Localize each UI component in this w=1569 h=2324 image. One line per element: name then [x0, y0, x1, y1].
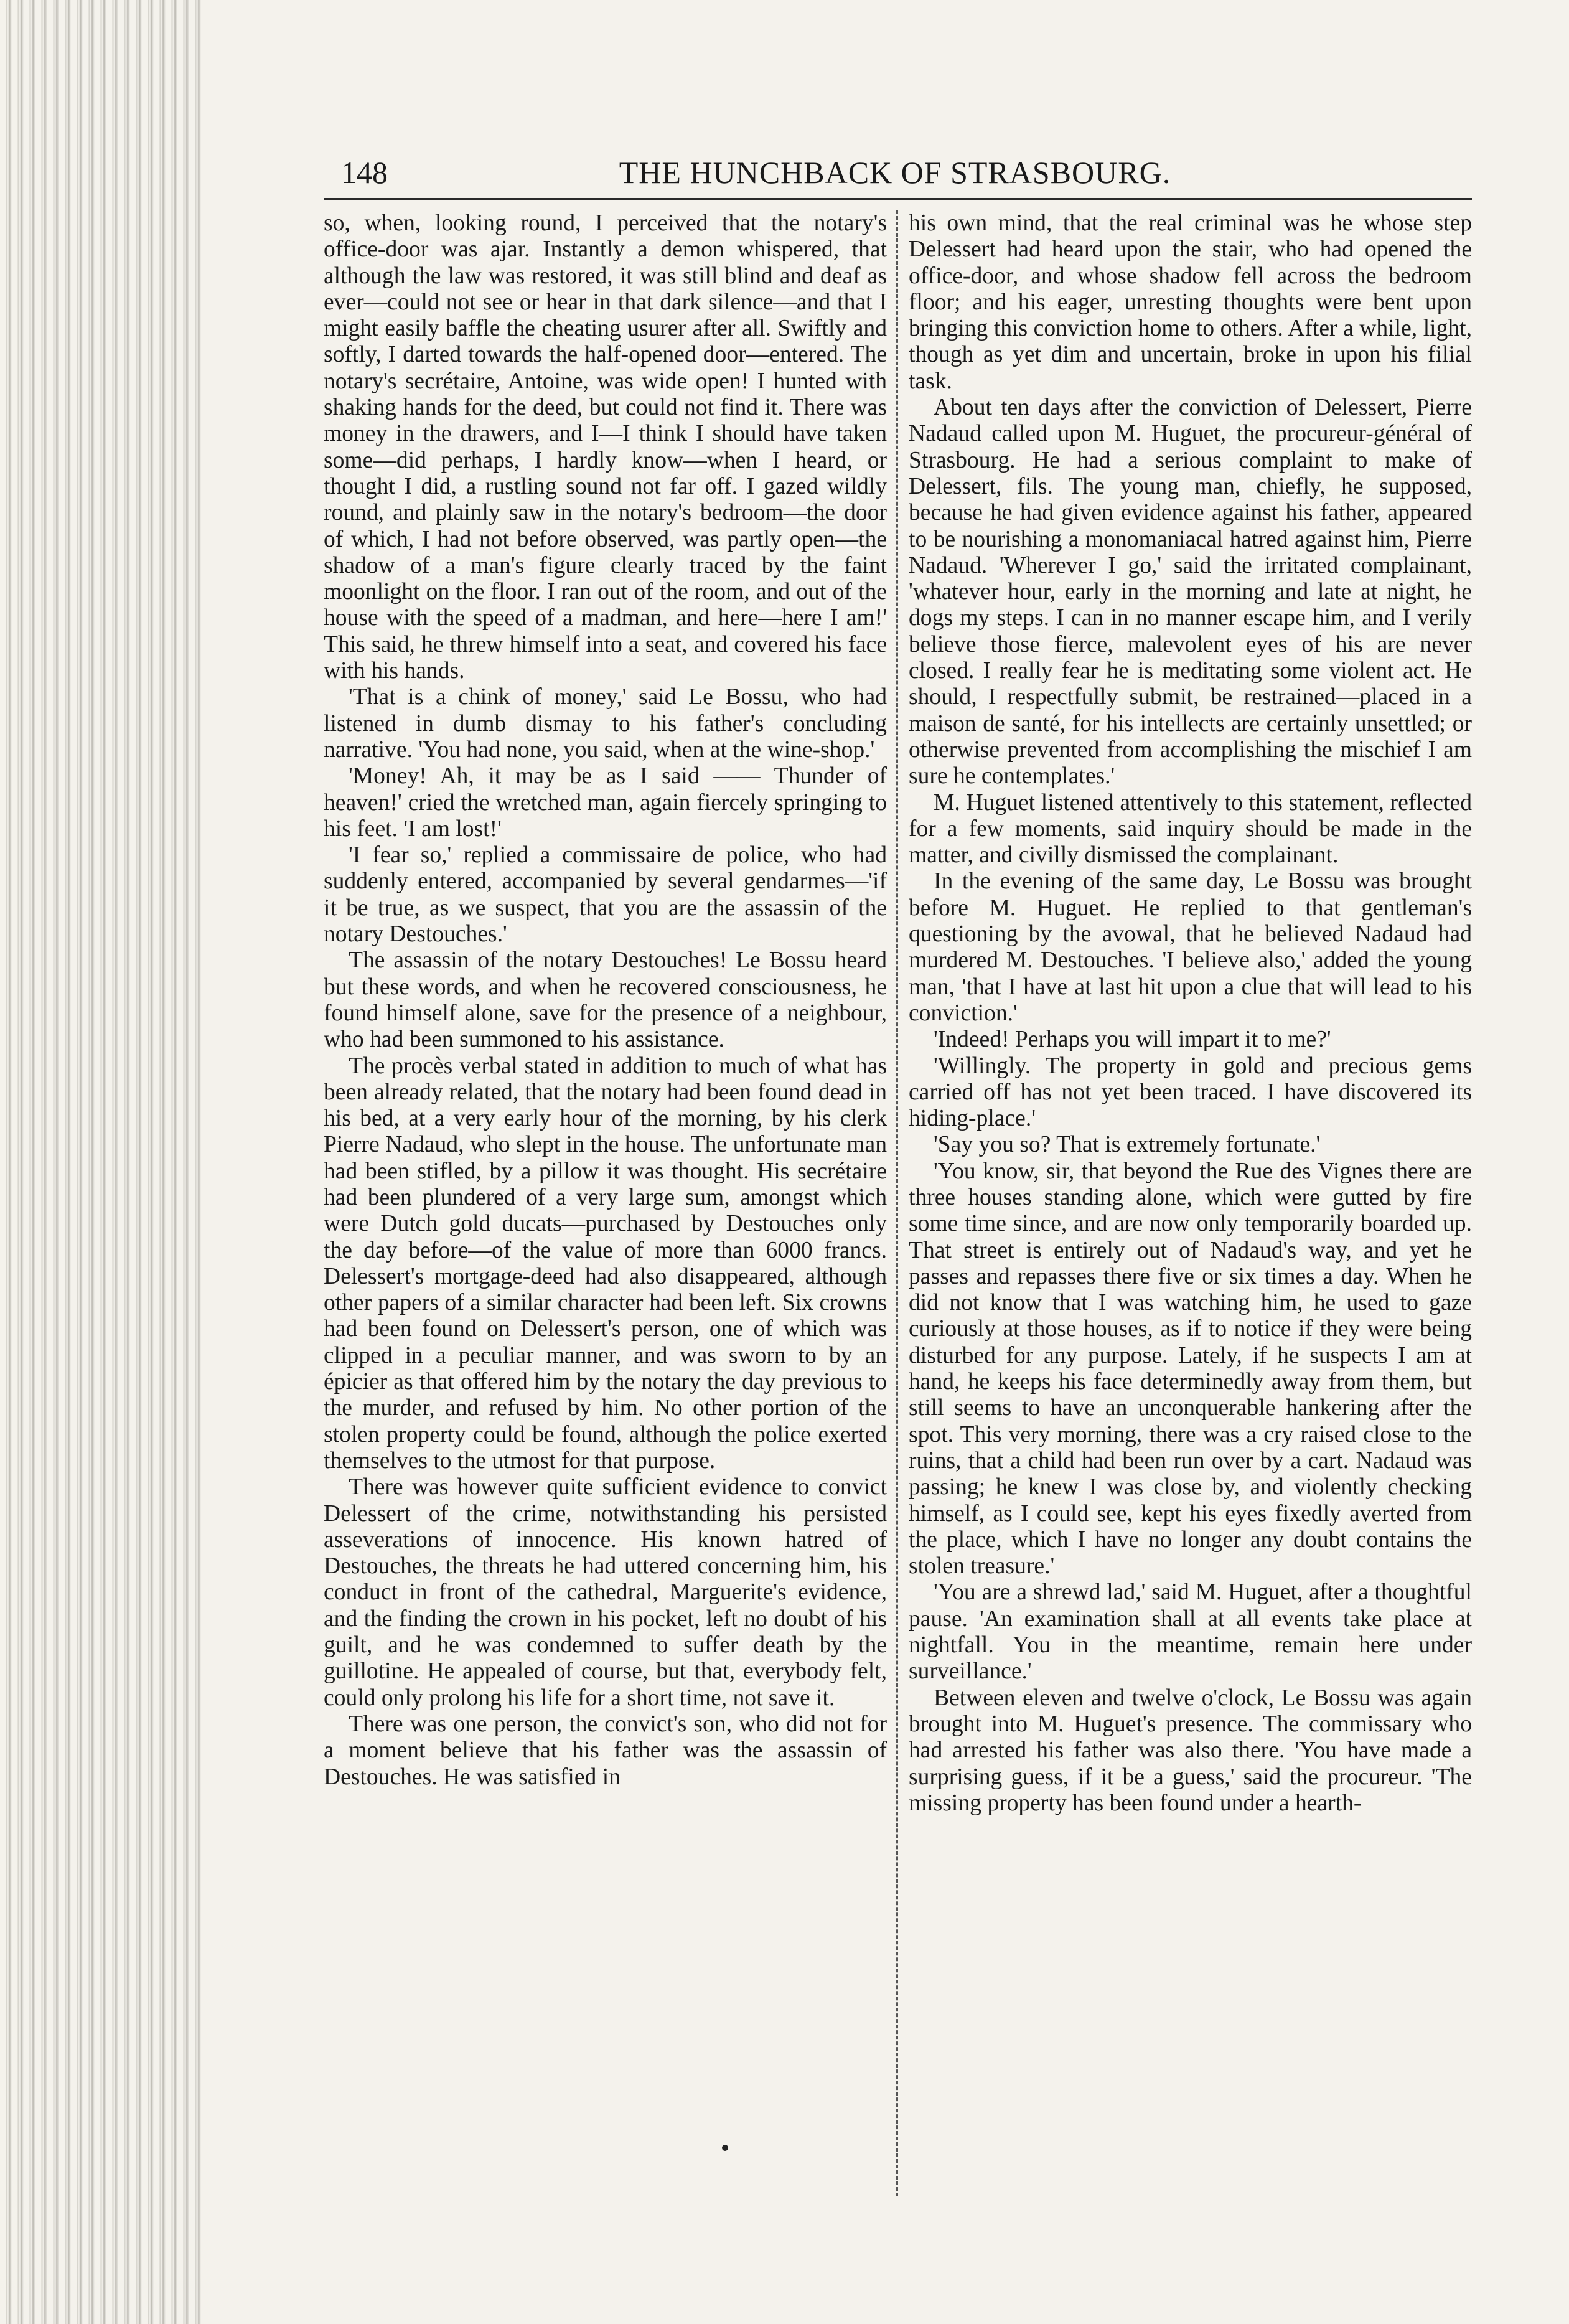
column-divider — [896, 210, 898, 2196]
scanned-page-edge — [0, 0, 205, 2324]
paragraph: 'Willingly. The property in gold and precious gems carried off has not yet been traced. I have discovered its hiding-place.' — [909, 1053, 1472, 1132]
left-column — [324, 210, 887, 2196]
paragraph: 'You know, sir, that beyond the Rue des Vignes there are three houses standing alone, which were gutted by fire some time since, and are now only temporarily boarded up. That street is entirely out of Nadaud's way, and yet he passes and repasses there five or six times a day. When he did not know that I was watching him, he used to gaze curiously at those houses, as if to notice if they were being disturbed for any purpose. Lately, if he suspects I am at hand, he keeps his face determinedly away from them, but still seems to have an unconquerable hankering after the spot. This very morning, there was a cry raised close to the ruins, that a child had been run over by a cart. Nadaud was passing; he knew I was close by, and violently checking himself, as I could see, kept his eyes fixedly averted from the place, which I have no longer any doubt contains the stolen treasure.' — [909, 1158, 1472, 1579]
paragraph: There was however quite sufficient evidence to convict Delessert of the crime, notwithstanding his persisted asseverations of innocence. His known hatred of Destouches, the threats he had uttered concerning him, his conduct in front of the cathedral, Marguerite's evidence, and the finding the crown in his pocket, left no doubt of his guilt, and he was condemned to suffer death by the guillotine. He appealed of course, but that, everybody felt, could only prolong his life for a short time, not save it. — [324, 1474, 887, 1711]
paragraph: 'You are a shrewd lad,' said M. Huguet, after a thoughtful pause. 'An examination shall at all events take place at nightfall. You in the meantime, remain here under surveillance.' — [909, 1579, 1472, 1685]
paragraph: In the evening of the same day, Le Bossu was brought before M. Huguet. He replied to that gentleman's questioning by the avowal, that he believed Nadaud had murdered M. Destouches. 'I believe also,' added the young man, 'that I have at last hit upon a clue that will lead to his conviction.' — [909, 868, 1472, 1026]
ink-speck — [722, 2145, 728, 2151]
paragraph: 'Money! Ah, it may be as I said —— Thunder of heaven!' cried the wretched man, again fiercely springing to his feet. 'I am lost!' — [324, 763, 887, 842]
paragraph: 'I fear so,' replied a commissaire de police, who had suddenly entered, accompanied by several gendarmes—'if it be true, as we suspect, that you are the assassin of the notary Destouches.' — [324, 842, 887, 948]
page-header — [316, 149, 1474, 193]
paragraph: his own mind, that the real criminal was he whose step Delessert had heard upon the stair, who had opened the office-door, and whose shadow fell across the bedroom floor; and his eager, unresting thoughts were bent upon bringing this conviction home to others. After a while, light, though as yet dim and uncertain, broke in upon his filial task. — [909, 210, 1472, 394]
header-rule — [324, 198, 1472, 200]
paragraph: Between eleven and twelve o'clock, Le Bossu was again brought into M. Huguet's presence. The commissary who had arrested his father was also there. 'You have made a surprising guess, if it be a guess,' said the procureur. 'The missing property has been found under a hearth- — [909, 1685, 1472, 1816]
paragraph: 'Indeed! Perhaps you will impart it to me?' — [934, 1027, 1331, 1053]
paragraph: About ten days after the conviction of Delessert, Pierre Nadaud called upon M. Huguet, the procureur-général of Strasbourg. He had a serious complaint to make of Delessert, fils. The young man, chiefly, he supposed, because he had given evidence against his father, appeared to be nourishing a monomaniacal hatred against him, Pierre Nadaud. 'Wherever I go,' said the irritated complainant, 'whatever hour, early in the morning and late at night, he dogs my steps. I can in no manner escape him, and I verily believe those fierce, malevolent eyes of his are never closed. I really fear he is meditating some violent act. He should, I respectfully submit, be restrained—placed in a maison de santé, for his intellects are certainly unsettled; or otherwise prevented from accomplishing the mischief I am sure he contemplates.' — [909, 395, 1472, 789]
paragraph: The assassin of the notary Destouches! Le Bossu heard but these words, and when he recovered consciousness, he found himself alone, save for the presence of a neighbour, who had been summoned to his assistance. — [324, 948, 887, 1053]
right-column — [909, 210, 1472, 2196]
paragraph: 'That is a chink of money,' said Le Bossu, who had listened in dumb dismay to his father's concluding narrative. 'You had none, you said, when at the wine-shop.' — [324, 684, 887, 763]
paragraph: so, when, looking round, I perceived that the notary's office-door was ajar. Instantly a demon whispered, that although the law was restored, it was still blind and deaf as ever—could not see or hear in that dark silence—and that I might easily baffle the cheating usurer after all. Swiftly and softly, I darted towards the half-opened door—entered. The notary's secrétaire, Antoine, was wide open! I hunted with shaking hands for the deed, but could not find it. There was money in the drawers, and I—I think I should have taken some—did perhaps, I hardly know—when I heard, or thought I did, a rustling sound not far off. I gazed wildly round, and plainly saw in the notary's bedroom—the door of which, I had not before observed, was partly open—the shadow of a man's figure clearly traced by the faint moonlight on the floor. I ran out of the room, and out of the house with the speed of a madman, and here—here I am!' This said, he threw himself into a seat, and covered his face with his hands. — [324, 210, 887, 684]
paragraph: There was one person, the convict's son, who did not for a moment believe that his father was the assassin of Destouches. He was satisfied in — [324, 1711, 887, 1790]
paragraph: M. Huguet listened attentively to this statement, reflected for a few moments, said inquiry should be made in the matter, and civilly dismissed the complainant. — [909, 789, 1472, 868]
page-number: 148 — [341, 155, 388, 190]
paragraph: 'Say you so? That is extremely fortunate.' — [934, 1132, 1321, 1158]
paragraph: The procès verbal stated in addition to much of what has been already related, that the notary had been found dead in his bed, at a very early hour of the morning, by his clerk Pierre Nadaud, who slept in the house. The unfortunate man had been stifled, by a pillow it was thought. His secrétaire had been plundered of a very large sum, amongst which were Dutch gold ducats—purchased by Destouches only the day before—of the value of more than 6000 francs. Delessert's mortgage-deed had also disappeared, although other papers of a similar character had been left. Six crowns had been found on Delessert's person, one of which was clipped in a peculiar manner, and was sworn to by an épicier as that offered him by the notary the day previous to the murder, and refused by him. No other portion of the stolen property could be found, although the police exerted themselves to the utmost for that purpose. — [324, 1053, 887, 1474]
running-head: THE HUNCHBACK OF STRASBOURG. — [619, 155, 1171, 190]
